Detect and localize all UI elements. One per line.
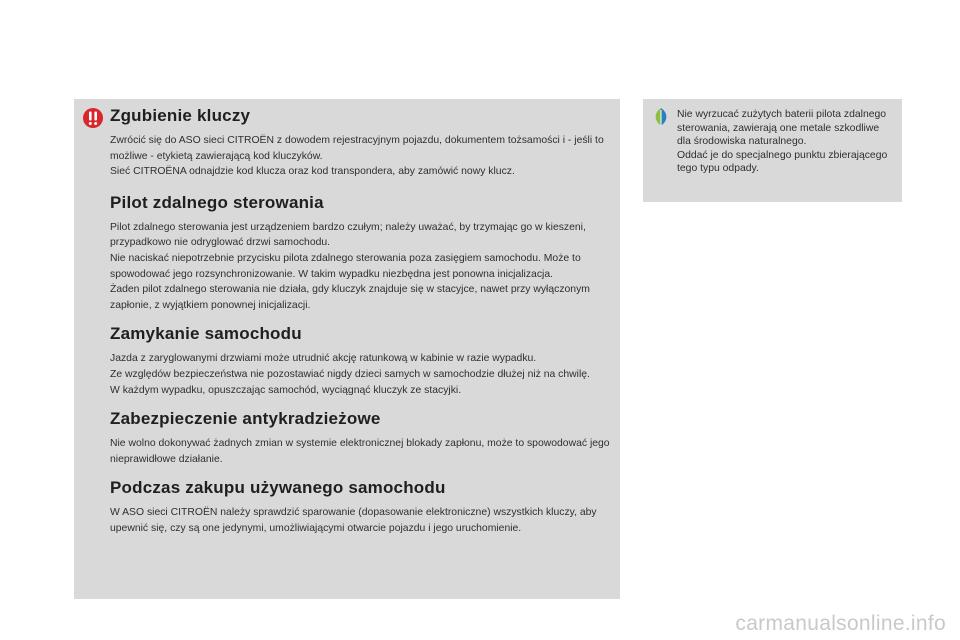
warning-exclamation-icon — [82, 107, 104, 129]
section-locking-vehicle — [110, 323, 612, 398]
side-note-paragraph: Nie wyrzucać zużytych baterii pilota zdalnego sterowania, zawierają one metale szkodliwe dla środowiska naturalnego. — [677, 109, 887, 148]
section-used-car-purchase — [110, 477, 612, 536]
info-panel-main — [74, 99, 620, 599]
section-paragraph: W ASO sieci CITROËN należy sprawdzić sparowanie (dopasowanie elektroniczne) wszystkich kluczy, aby upewnić się, czy są one jedynymi, umożliwiającymi otwarcie pojazdu i jego uruchomienie. — [110, 507, 597, 534]
section-paragraph: Nie naciskać niepotrzebnie przycisku pilota zdalnego sterowania poza zasięgiem samochodu. Może to spowodować jego rozsynchronizowanie. W takim wypadku niezbędna jest ponowna inicjalizacja. — [110, 252, 581, 280]
section-title: Zabezpieczenie antykradzieżowe — [110, 409, 381, 429]
section-paragraph: Nie wolno dokonywać żadnych zmian w systemie elektronicznej blokady zapłonu, może to spowodować jego nieprawidłowe działanie. — [110, 438, 610, 465]
section-lost-keys — [110, 105, 612, 180]
section-paragraph: Ze względów bezpieczeństwa nie pozostawiać nigdy dzieci samych w samochodzie dłużej niż na chwilę. — [110, 368, 590, 380]
section-paragraph: Zwrócić się do ASO sieci CITROËN z dowodem rejestracyjnym pojazdu, dokumentem tożsamości i - jeśli to możliwe - etykietą zawierającą kod kluczyków. — [110, 135, 604, 162]
section-remote-control — [110, 192, 612, 314]
section-title: Zgubienie kluczy — [110, 106, 251, 125]
section-title: Pilot zdalnego sterowania — [110, 192, 324, 212]
section-paragraph: Pilot zdalnego sterowania jest urządzeniem bardzo czułym; należy uważać, by trzymając go w kieszeni, przypadkowo nie odryglować drzwi samochodu. — [110, 221, 586, 249]
side-note-paragraph: Oddać je do specjalnego punktu zbierającego tego typu odpady. — [677, 149, 888, 175]
section-paragraph: Jazda z zaryglowanymi drzwiami może utrudnić akcję ratunkową w kabinie w razie wypadku. — [110, 353, 537, 365]
section-title: Zamykanie samochodu — [110, 324, 302, 344]
section-paragraph: Sieć CITROËNA odnajdzie kod klucza oraz kod transpondera, aby zamówić nowy klucz. — [110, 166, 515, 178]
info-panel-environment — [643, 99, 902, 202]
section-paragraph: Żaden pilot zdalnego sterowania nie działa, gdy kluczyk znajduje się w stacyjce, nawet przy wyłączonym zapłonie, z wyjątkiem ponownej inicjalizacji. — [110, 284, 590, 311]
environment-leaf-icon — [652, 107, 670, 127]
section-anti-theft — [110, 408, 612, 467]
section-title: Podczas zakupu używanego samochodu — [110, 478, 446, 498]
section-paragraph: W każdym wypadku, opuszczając samochód, wyciągnąć kluczyk ze stacyjki. — [110, 384, 462, 396]
site-watermark: carmanualsonline.info — [735, 612, 946, 635]
